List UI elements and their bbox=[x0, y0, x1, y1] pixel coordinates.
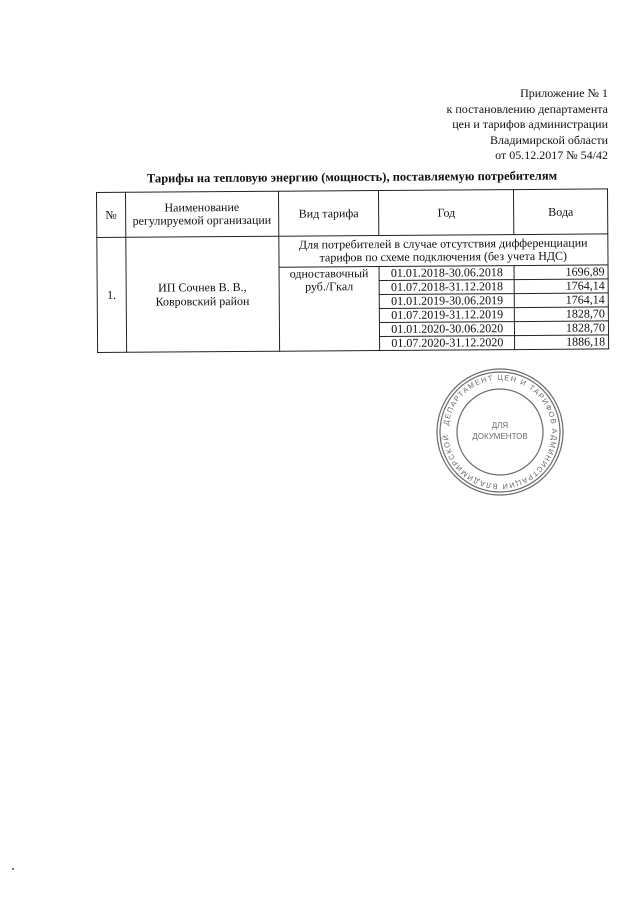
appendix-line: цен и тарифов администрации bbox=[452, 117, 608, 131]
table-header-row bbox=[97, 189, 608, 238]
document-title: Тарифы на тепловую энергию (мощность), поставляемую потребителям bbox=[146, 168, 558, 186]
stamp-ring-text: ДЕПАРТАМЕНТ ЦЕН И ТАРИФОВ АДМИНИСТРАЦИИ ВЛАДИМИРСКОЙ bbox=[440, 372, 560, 492]
official-stamp bbox=[434, 366, 566, 498]
period-cell: 01.07.2018-31.12.2018 bbox=[379, 280, 514, 295]
header-org: Наименование регулируемой организации bbox=[125, 191, 278, 237]
stamp-seal-icon bbox=[434, 366, 566, 498]
water-value: 1828,70 bbox=[515, 321, 609, 336]
header-year: Год bbox=[379, 190, 514, 236]
row-number: 1. bbox=[97, 237, 127, 352]
water-value: 1764,14 bbox=[515, 293, 609, 308]
organization-cell bbox=[126, 236, 280, 352]
appendix-line: от 05.12.2017 № 54/42 bbox=[495, 148, 608, 162]
water-value: 1828,70 bbox=[515, 307, 609, 322]
header-num: № bbox=[97, 192, 126, 237]
appendix-line: Владимирской области bbox=[490, 132, 608, 147]
stamp-center-line1: ДЛЯ bbox=[491, 421, 509, 430]
appendix-line: к постановлению департамента bbox=[446, 101, 608, 116]
period-cell: 01.01.2018-30.06.2018 bbox=[379, 266, 514, 281]
appendix-block bbox=[447, 86, 608, 164]
scan-speck bbox=[12, 868, 14, 870]
period-cell: 01.07.2019-31.12.2019 bbox=[380, 308, 515, 323]
stamp-center-line2: ДОКУМЕНТОВ bbox=[472, 432, 528, 441]
period-cell: 01.07.2020-31.12.2020 bbox=[380, 336, 515, 351]
organization-name: ИП Сочнев В. В., bbox=[158, 279, 247, 295]
header-tariff-type: Вид тарифа bbox=[278, 191, 379, 237]
tariff-type: одноставочный руб./Гкал bbox=[279, 267, 380, 352]
header-water: Вода bbox=[514, 189, 608, 235]
appendix-line: Приложение № 1 bbox=[520, 86, 608, 100]
organization-district: Ковровский район bbox=[155, 293, 250, 309]
consumer-group: Для потребителей в случае отсутствия дифференциации тарифов по схеме подключения (без учета НДС) bbox=[279, 234, 609, 267]
water-value: 1696,89 bbox=[514, 265, 608, 280]
table-row bbox=[97, 234, 608, 269]
water-value: 1764,14 bbox=[514, 279, 608, 294]
water-value: 1886,18 bbox=[515, 335, 609, 350]
tariff-table bbox=[96, 188, 609, 353]
period-cell: 01.01.2019-30.06.2019 bbox=[380, 294, 515, 309]
period-cell: 01.01.2020-30.06.2020 bbox=[380, 322, 515, 337]
